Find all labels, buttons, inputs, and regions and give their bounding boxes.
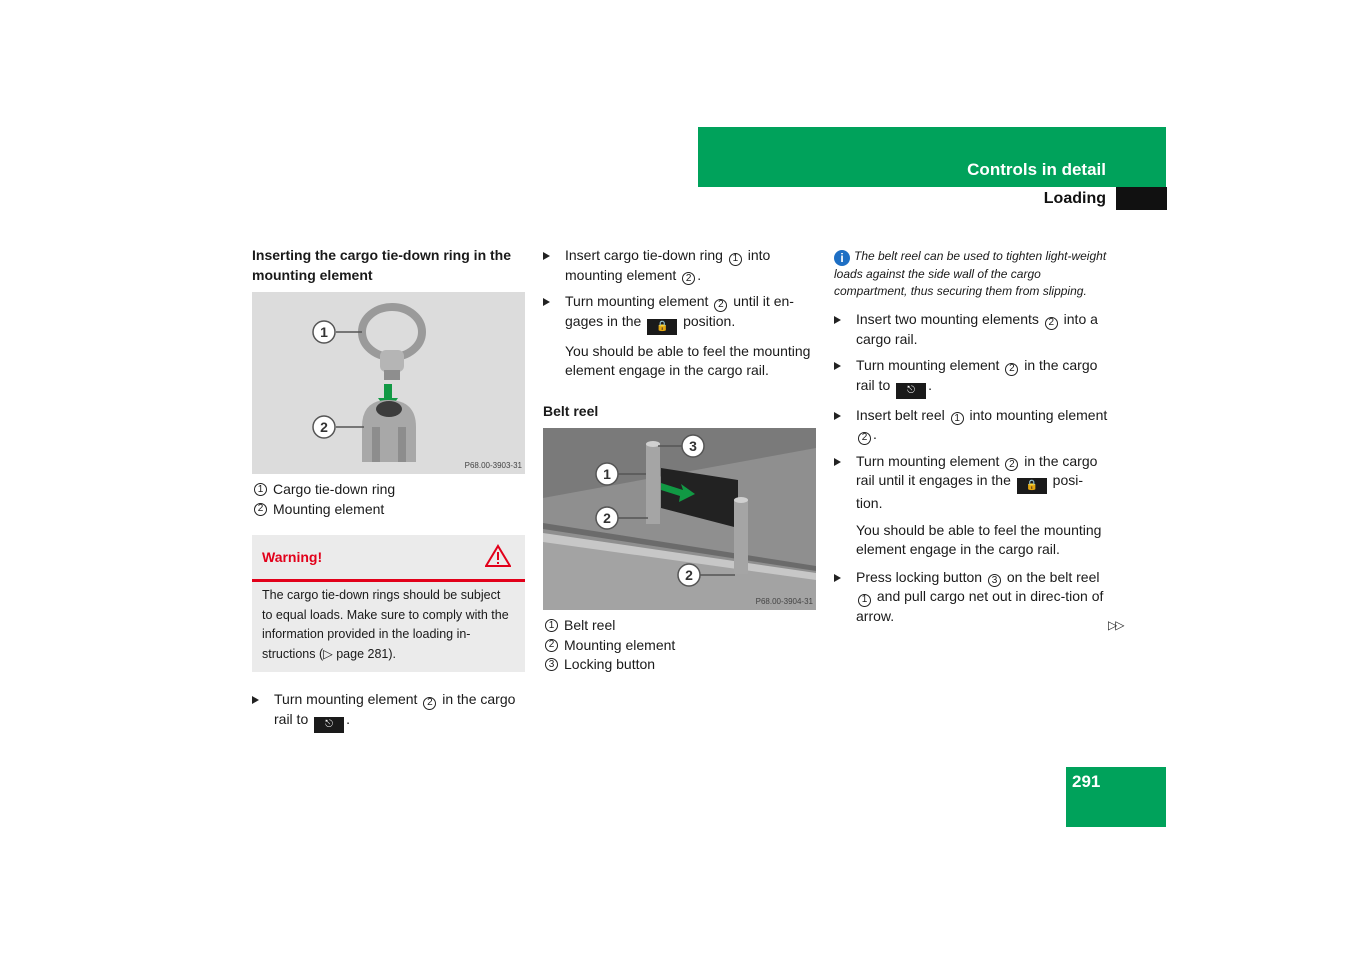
belt-reel-legend xyxy=(543,616,817,675)
step-text: into a cargo rail. xyxy=(856,311,1098,347)
legend-item xyxy=(543,616,817,636)
ref-number: 3 xyxy=(988,574,1001,587)
note-text: You should be able to feel the mounting element engage in the cargo rail. xyxy=(565,342,811,378)
step-text: into mounting element xyxy=(969,406,1108,423)
bullet-arrow-icon xyxy=(834,412,841,420)
step-text: Turn mounting element xyxy=(274,691,418,707)
warning-triangle-icon xyxy=(485,544,511,574)
figure-callout-2b: 2 xyxy=(685,567,693,583)
section-title: Controls in detail xyxy=(967,160,1106,179)
figure-code: P68.00-3903-31 xyxy=(464,461,522,470)
legend-text: Mounting element xyxy=(564,636,676,653)
step-text: . xyxy=(346,710,351,727)
legend-number: 1 xyxy=(545,619,558,632)
instruction-step xyxy=(834,406,1108,445)
belt-reel-figure xyxy=(543,428,816,610)
step-text: . xyxy=(873,426,877,442)
ref-number: 1 xyxy=(729,253,742,266)
step-text: until it en-gages in the xyxy=(565,293,794,329)
step-text: Turn mounting element xyxy=(565,293,709,309)
step-text: into mounting element xyxy=(565,247,771,283)
bullet-arrow-icon xyxy=(834,316,841,324)
legend-number: 1 xyxy=(254,483,267,496)
warning-header xyxy=(252,535,525,582)
lock-symbol-icon: 🔒 xyxy=(1017,478,1047,494)
legend-text: Mounting element xyxy=(273,500,385,517)
legend-number: 2 xyxy=(545,639,558,652)
warning-box xyxy=(252,535,525,672)
tie-down-figure xyxy=(252,292,525,474)
figure-callout-1: 1 xyxy=(603,466,611,482)
legend-item xyxy=(543,636,817,656)
instruction-step xyxy=(834,310,1108,349)
subsection-title: Loading xyxy=(1043,190,1106,207)
info-text: The belt reel can be used to tighten light-weight loads against the side wall of the cargo compartment, thus securing them from slipping. xyxy=(834,249,1107,298)
step-text: . xyxy=(928,376,933,393)
step-text: posi-tion. xyxy=(856,472,1084,511)
tie-down-legend xyxy=(252,480,526,519)
instruction-step xyxy=(543,246,817,285)
step-text: position. xyxy=(683,312,736,329)
warning-title: Warning! xyxy=(262,549,323,565)
lock-symbol-icon: 🔒 xyxy=(647,319,677,335)
step-text: Press locking button xyxy=(856,568,983,585)
info-note xyxy=(834,248,1108,300)
step-text: in the cargo rail to xyxy=(856,357,1098,393)
legend-item xyxy=(252,500,526,520)
figure-code: P68.00-3904-31 xyxy=(755,597,813,606)
column-2 xyxy=(543,246,817,675)
instruction-step xyxy=(834,568,1108,627)
belt-reel-heading: Belt reel xyxy=(543,402,599,419)
column-1 xyxy=(252,246,526,733)
instruction-step xyxy=(543,292,817,335)
step-text: in the cargo rail to xyxy=(274,691,516,727)
ref-number: 2 xyxy=(423,697,436,710)
page-number: 291 xyxy=(1072,772,1101,791)
bullet-arrow-icon xyxy=(543,252,550,260)
warning-body: The cargo tie-down rings should be subject to equal loads. Make sure to comply with the information provided in the loading in-structions (▷ page 281). xyxy=(262,588,509,661)
ref-number: 2 xyxy=(1005,458,1018,471)
step-text: Turn mounting element xyxy=(856,357,1000,373)
step-text: in the cargo rail until it engages in the xyxy=(856,452,1098,488)
legend-number: 2 xyxy=(254,503,267,516)
bullet-arrow-icon xyxy=(834,458,841,466)
step-text: . xyxy=(697,266,702,283)
info-icon: i xyxy=(834,250,850,266)
instruction-step xyxy=(834,356,1108,399)
legend-text: Cargo tie-down ring xyxy=(273,481,396,497)
ref-number: 1 xyxy=(858,594,871,607)
step-text: Insert belt reel xyxy=(856,406,945,423)
figure-callout-2: 2 xyxy=(320,419,328,435)
step-text: and pull cargo net out in direc-tion of arrow. xyxy=(856,588,1104,624)
ref-number: 2 xyxy=(1045,317,1058,330)
ref-number: 2 xyxy=(682,272,695,285)
step-text: Insert two mounting elements xyxy=(856,311,1039,327)
step-text: Turn mounting element xyxy=(856,452,1000,469)
figure-callout-3: 3 xyxy=(689,438,697,454)
bullet-arrow-icon xyxy=(543,298,550,306)
ref-number: 2 xyxy=(714,299,727,312)
instruction-step xyxy=(252,690,526,733)
legend-item xyxy=(252,480,526,500)
legend-number: 3 xyxy=(545,658,558,671)
unlock-symbol-icon: ⎋ xyxy=(896,383,926,399)
tie-down-heading: Inserting the cargo tie-down ring in the mounting element xyxy=(252,247,512,283)
ref-number: 2 xyxy=(1005,363,1018,376)
figure-callout-1: 1 xyxy=(320,324,328,340)
continued-icon: ▷▷ xyxy=(1108,618,1123,632)
note-text: You should be able to feel the mounting element engage in the cargo rail. xyxy=(856,521,1102,557)
subsection-marker xyxy=(1116,187,1167,210)
step-text: Insert cargo tie-down ring xyxy=(565,247,723,263)
step-text: on the belt reel xyxy=(1006,568,1100,585)
ref-number: 1 xyxy=(951,412,964,425)
legend-text: Belt reel xyxy=(564,617,616,633)
unlock-symbol-icon: ⎋ xyxy=(314,717,344,733)
figure-callout-2: 2 xyxy=(603,510,611,526)
legend-item xyxy=(543,655,817,675)
bullet-arrow-icon xyxy=(834,362,841,370)
bullet-arrow-icon xyxy=(834,574,841,582)
instruction-step xyxy=(834,452,1108,514)
legend-text: Locking button xyxy=(564,656,656,672)
bullet-arrow-icon xyxy=(252,696,259,704)
ref-number: 2 xyxy=(858,432,871,445)
column-3 xyxy=(834,248,1108,626)
